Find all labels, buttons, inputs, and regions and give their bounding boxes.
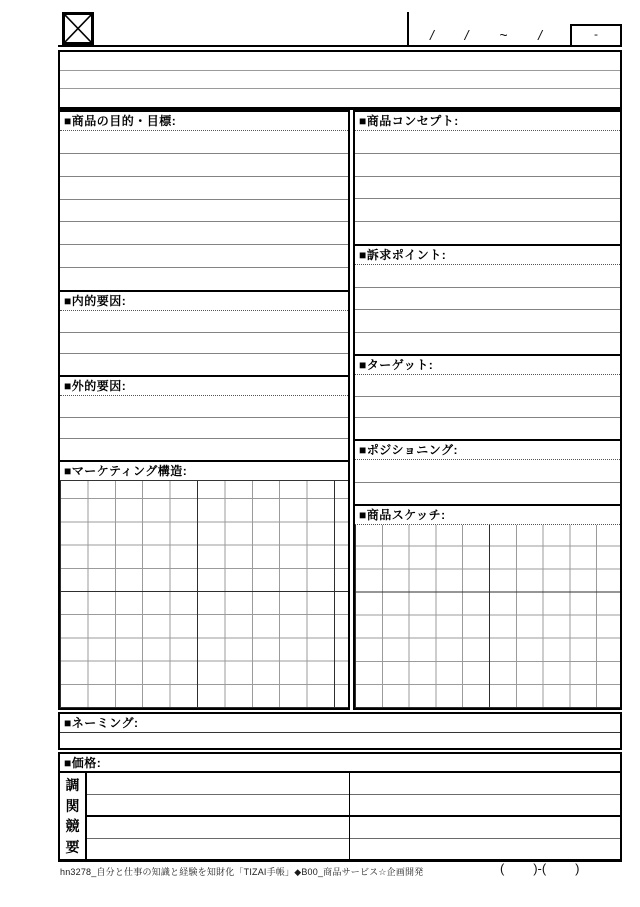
- row-label: 調: [65, 777, 80, 794]
- ruled-row: [355, 198, 620, 221]
- date-range-field: [430, 27, 542, 43]
- date-slash: /: [538, 27, 542, 43]
- row-label: 要: [65, 838, 80, 855]
- ruled-row: [355, 460, 620, 482]
- ruled-row: [60, 267, 348, 290]
- title-rows: [58, 50, 622, 110]
- section-product-sketch: [355, 504, 620, 708]
- section-external-factors: [60, 375, 348, 460]
- ruled-row: [60, 332, 348, 354]
- ruled-row: [60, 176, 348, 199]
- ruled-row: [355, 417, 620, 439]
- table-row: [87, 773, 620, 794]
- date-tilde: ~: [499, 27, 508, 43]
- ruled-row: [355, 153, 620, 176]
- ruled-row: [355, 221, 620, 244]
- section-body: [355, 460, 620, 504]
- crossed-box-icon: [62, 12, 94, 45]
- ruled-row: [60, 70, 620, 89]
- section-price: [58, 752, 622, 862]
- ruled-row: [355, 131, 620, 153]
- ruled-row: [355, 265, 620, 287]
- section-title: ■マーケティング構造:: [60, 462, 348, 481]
- ruled-row: [60, 353, 348, 375]
- header-rule: [58, 45, 622, 47]
- ruled-row: [60, 199, 348, 222]
- section-body: [60, 131, 348, 290]
- page-number-box: -: [570, 24, 622, 47]
- section-title: ■価格:: [60, 754, 620, 773]
- section-title: ■外的要因:: [60, 377, 348, 396]
- ruled-row: [355, 176, 620, 199]
- ruled-row: [60, 131, 348, 153]
- table-row: [87, 838, 620, 860]
- ruled-row: [60, 153, 348, 176]
- section-body: [60, 396, 348, 460]
- price-row-labels: [60, 773, 87, 859]
- price-table-body: [87, 773, 620, 859]
- date-slash: /: [464, 27, 469, 43]
- ruled-row: [60, 88, 620, 107]
- table-row: [87, 815, 620, 838]
- ruled-row: [60, 244, 348, 267]
- ruled-row: [60, 438, 348, 460]
- section-target: [355, 354, 620, 439]
- ruled-row: [355, 332, 620, 355]
- section-title: ■商品スケッチ:: [355, 506, 620, 525]
- section-title: ■ターゲット:: [355, 356, 620, 375]
- left-column: [58, 110, 350, 710]
- section-body: [60, 311, 348, 375]
- ruled-row: [355, 482, 620, 505]
- right-column: [353, 110, 622, 710]
- section-title: ■商品コンセプト:: [355, 112, 620, 131]
- section-appeal-points: [355, 244, 620, 354]
- section-title: ■訴求ポイント:: [355, 246, 620, 265]
- header-divider: [407, 12, 409, 45]
- section-body: [355, 131, 620, 244]
- sketch-grid: [355, 525, 620, 708]
- row-label: 競: [65, 818, 80, 835]
- footer-page-reference: ( )-( ): [500, 861, 580, 876]
- ruled-row: [355, 309, 620, 332]
- date-slash: /: [430, 27, 434, 43]
- section-title: ■ネーミング:: [60, 714, 620, 733]
- section-positioning: [355, 439, 620, 504]
- section-body: [355, 265, 620, 354]
- section-title: ■ポジショニング:: [355, 441, 620, 460]
- ruled-row: [60, 733, 620, 748]
- footer-document-id: hn3278_自分と仕事の知識と経験を知財化「TIZAI手帳」◆B00_商品サービス☆企画開発: [60, 867, 424, 877]
- ruled-row: [355, 287, 620, 310]
- section-title: ■商品の目的・目標:: [60, 112, 348, 131]
- section-marketing-structure: [60, 460, 348, 708]
- section-naming: [58, 712, 622, 750]
- section-body: [355, 375, 620, 439]
- price-table: [60, 773, 620, 859]
- section-title: ■内的要因:: [60, 292, 348, 311]
- section-internal-factors: [60, 290, 348, 375]
- section-product-purpose: [60, 112, 348, 290]
- ruled-row: [60, 417, 348, 439]
- ruled-row: [60, 311, 348, 332]
- row-label: 関: [65, 797, 80, 814]
- marketing-grid: [60, 481, 348, 708]
- ruled-row: [60, 396, 348, 417]
- ruled-row: [60, 52, 620, 70]
- ruled-row: [355, 396, 620, 418]
- ruled-row: [355, 375, 620, 396]
- section-product-concept: [355, 112, 620, 244]
- ruled-row: [60, 221, 348, 244]
- table-column-divider: [349, 773, 350, 859]
- table-row: [87, 794, 620, 816]
